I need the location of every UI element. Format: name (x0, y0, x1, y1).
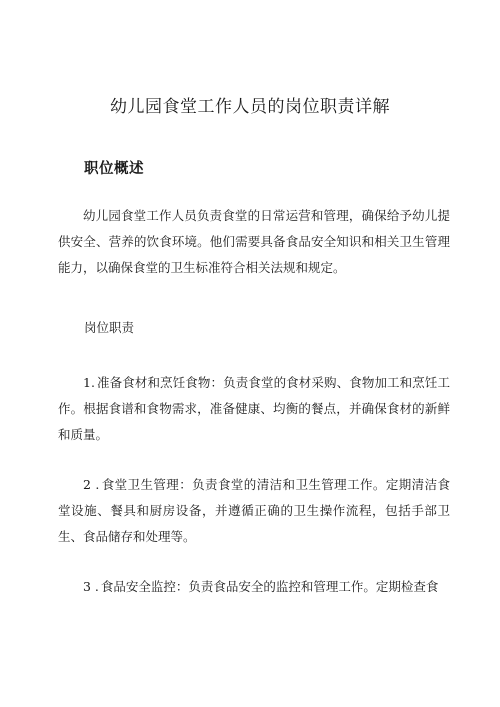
duty-item-number: 2 . (83, 477, 100, 492)
duty-item-text: 食品安全监控：负责食品安全的监控和管理工作。定期检查食 (100, 579, 439, 594)
duty-item-number: 1. (83, 375, 95, 390)
page-title: 幼儿园食堂工作人员的岗位职责详解 (110, 97, 390, 117)
section-heading-overview: 职位概述 (84, 161, 144, 177)
duty-item-3 (58, 574, 450, 600)
duty-item-number: 3 . (83, 579, 99, 594)
duties-label: 岗位职责 (84, 320, 135, 335)
duty-item-text: 准备食材和烹饪食物：负责食堂的食材采购、食物加工和烹饪工作。根据食谱和食物需求，准备健康、均衡的餐点，并确保食材的新鲜和质量。 (58, 375, 450, 442)
duty-item-1 (58, 370, 450, 448)
duty-item-text: 食堂卫生管理：负责食堂的清洁和卫生管理工作。定期清洁食堂设施、餐具和厨房设备，并遵循正确的卫生操作流程，包括手部卫生、食品储存和处理等。 (58, 477, 450, 544)
duty-item-2 (58, 472, 450, 550)
overview-paragraph: 幼儿园食堂工作人员负责食堂的日常运营和管理，确保给予幼儿提供安全、营养的饮食环境。他们需要具备食品安全知识和相关卫生管理能力，以确保食堂的卫生标准符合相关法规和规定。 (58, 208, 450, 275)
